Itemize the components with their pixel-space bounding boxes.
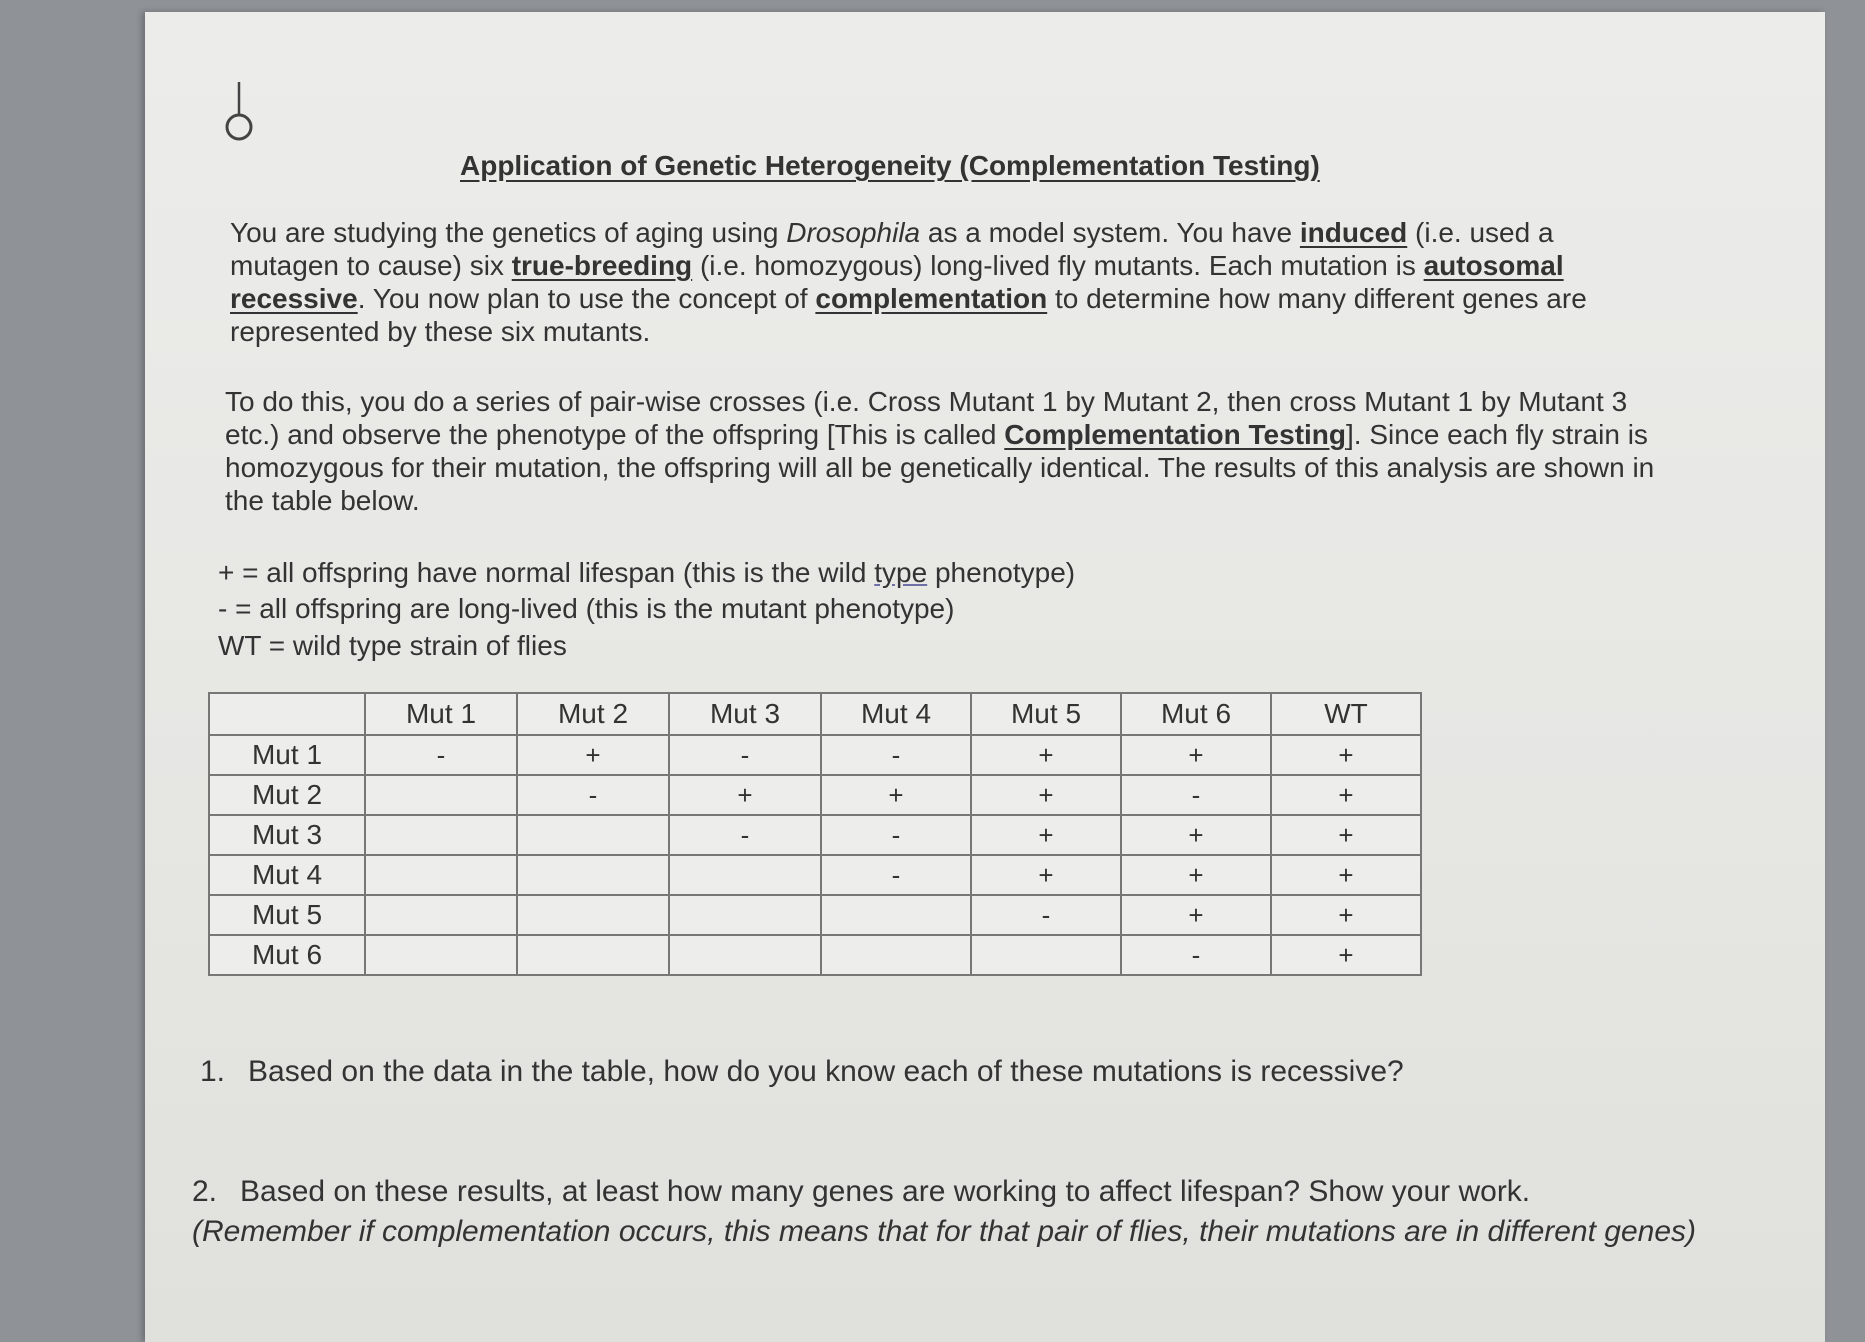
method-paragraph (225, 385, 1655, 517)
female-symbol-icon (222, 80, 256, 142)
table-cell: - (365, 735, 517, 775)
legend-text: type (874, 557, 928, 588)
species-name: Drosophila (786, 217, 921, 248)
column-header: WT (1271, 693, 1421, 735)
legend-text: + = all offspring have normal lifespan (this is the wild (218, 557, 875, 588)
table-cell: - (669, 735, 821, 775)
column-header: Mut 6 (1121, 693, 1271, 735)
method-text: ]. Since each fly strain is homozygous for their mutation, the offspring will all be genetically identical. The results of this analysis are shown in the table below. (225, 419, 1655, 516)
worksheet-page (145, 12, 1825, 1342)
question-text: Based on these results, at least how many genes are working to affect lifespan? Show your work. (240, 1175, 1531, 1208)
table-cell: - (1121, 775, 1271, 815)
table-cell (365, 935, 517, 975)
table-cell: + (821, 775, 971, 815)
table-cell: + (1121, 855, 1271, 895)
legend-plus (218, 557, 1075, 589)
table-cell: - (971, 895, 1121, 935)
table-cell (365, 815, 517, 855)
intro-paragraph (230, 216, 1660, 348)
table-cell (517, 815, 669, 855)
table-cell: + (517, 735, 669, 775)
legend-wt: WT = wild type strain of flies (218, 630, 567, 661)
row-header: Mut 5 (209, 895, 365, 935)
intro-text: (i.e. homozygous) long-lived fly mutants. Each mutation is (692, 250, 1424, 281)
intro-text: to determine how many different genes are represented by these six mutants. (230, 283, 1587, 347)
table-cell: - (821, 815, 971, 855)
table-cell: + (1271, 855, 1421, 895)
table-row (209, 775, 1421, 815)
column-header: Mut 3 (669, 693, 821, 735)
table-cell (365, 855, 517, 895)
question-2 (192, 1172, 1712, 1252)
legend-text: phenotype) (927, 557, 1076, 588)
table-row (209, 935, 1421, 975)
column-header: Mut 2 (517, 693, 669, 735)
question-number: 1. (200, 1055, 226, 1088)
table-cell: - (669, 815, 821, 855)
column-header: Mut 5 (971, 693, 1121, 735)
term-induced: induced (1299, 217, 1408, 248)
table-cell (365, 775, 517, 815)
term-autosomal-recessive: autosomal recessive (230, 250, 1564, 314)
table-cell (517, 895, 669, 935)
legend-minus: - = all offspring are long-lived (this is the mutant phenotype) (218, 593, 955, 624)
table-cell (669, 855, 821, 895)
table-cell: + (1271, 815, 1421, 855)
table-cell: + (1121, 735, 1271, 775)
question-text: Based on the data in the table, how do you know each of these mutations is recessive? (248, 1055, 1404, 1088)
table-cell (365, 895, 517, 935)
term-true-breeding: true-breeding (511, 250, 693, 281)
table-row (209, 735, 1421, 775)
table-cell: + (971, 815, 1121, 855)
table-cell (517, 855, 669, 895)
row-header: Mut 3 (209, 815, 365, 855)
row-header: Mut 1 (209, 735, 365, 775)
corner-cell (209, 693, 365, 735)
row-header: Mut 4 (209, 855, 365, 895)
question-number: 2. (192, 1175, 218, 1208)
table-cell (669, 895, 821, 935)
table-cell: + (1271, 735, 1421, 775)
table-cell: + (971, 735, 1121, 775)
table-cell: - (821, 855, 971, 895)
intro-text: as a model system. You have (920, 217, 1300, 248)
table-row (209, 815, 1421, 855)
intro-text: . You now plan to use the concept of (357, 283, 816, 314)
row-header: Mut 6 (209, 935, 365, 975)
table-row (209, 895, 1421, 935)
table-cell: + (971, 775, 1121, 815)
table-row (209, 855, 1421, 895)
column-header: Mut 4 (821, 693, 971, 735)
table-cell: + (669, 775, 821, 815)
table-cell: + (1271, 775, 1421, 815)
table-cell: - (1121, 935, 1271, 975)
table-cell: + (1271, 935, 1421, 975)
row-header: Mut 2 (209, 775, 365, 815)
table-cell: + (1121, 815, 1271, 855)
table-cell (971, 935, 1121, 975)
table-cell (669, 935, 821, 975)
table-header-row (209, 693, 1421, 735)
method-text: To do this, you do a series of pair-wise crosses (i.e. Cross Mutant 1 by Mutant 2, then cross Mutant 1 by Mutant 3 etc.) and observe the phenotype of the offspring [This is called (225, 386, 1628, 450)
intro-text: (i.e. used a mutagen to cause) six (230, 217, 1554, 281)
term-complementation-testing: Complementation Testing (1004, 419, 1347, 450)
table-cell (821, 895, 971, 935)
table-cell: + (971, 855, 1121, 895)
table-cell: - (821, 735, 971, 775)
table-cell: + (1271, 895, 1421, 935)
question-hint: (Remember if complementation occurs, this means that for that pair of flies, their mutations are in different genes) (192, 1215, 1697, 1248)
term-complementation: complementation (815, 283, 1048, 314)
page-title: Application of Genetic Heterogeneity (Complementation Testing) (460, 150, 1320, 181)
intro-text: You are studying the genetics of aging using (230, 217, 787, 248)
column-header: Mut 1 (365, 693, 517, 735)
table-cell: - (517, 775, 669, 815)
table-cell (517, 935, 669, 975)
complementation-table (208, 692, 1422, 976)
question-1 (200, 1052, 1404, 1092)
table-cell: + (1121, 895, 1271, 935)
table-cell (821, 935, 971, 975)
